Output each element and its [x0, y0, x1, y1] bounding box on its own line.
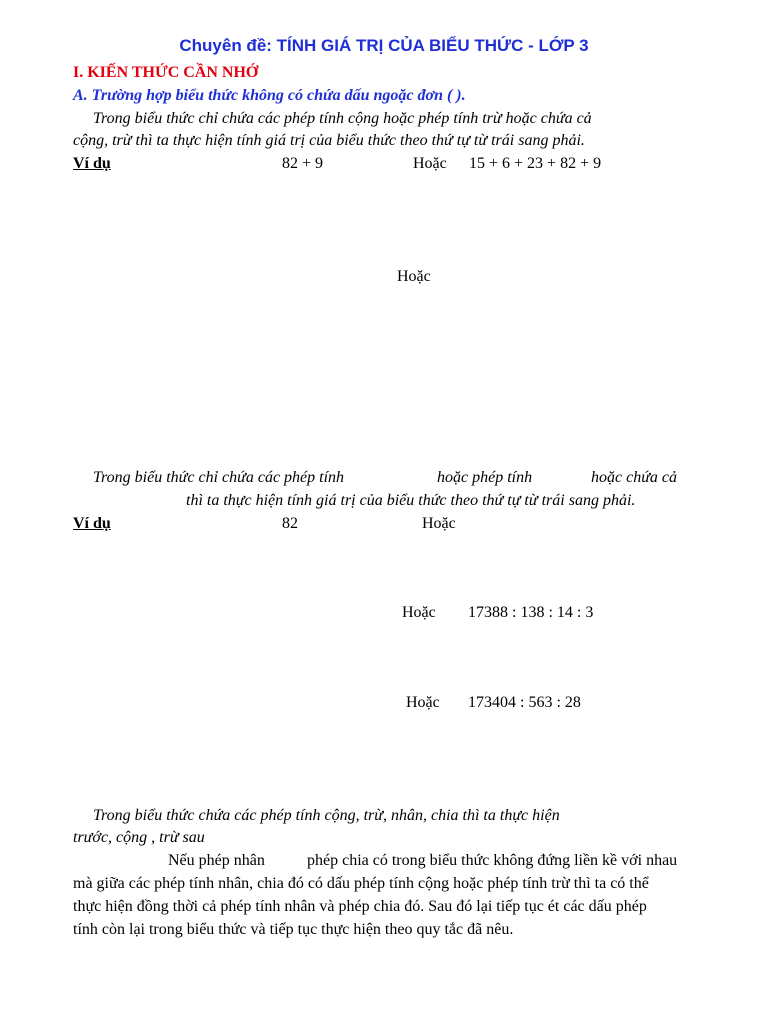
- example-expression: 173404 : 563 : 28: [468, 694, 581, 711]
- note-line4: tính còn lại trong biểu thức và tiếp tục thực hiện theo quy tắc đã nêu.: [73, 921, 514, 938]
- example-expression: 15 + 6 + 23 + 82 + 9: [469, 155, 602, 172]
- rule3-line2: trước, cộng , trừ sau: [73, 829, 205, 846]
- example-expression: 82 + 9: [282, 155, 324, 172]
- example-or: Hoặc: [422, 515, 456, 532]
- example-or: Hoặc: [402, 604, 436, 621]
- rule3-line1: Trong biểu thức chứa các phép tính cộng, trừ, nhân, chia thì ta thực hiện: [93, 807, 560, 824]
- note-line2: mà giữa các phép tính nhân, chia đó có dấu phép tính cộng hoặc phép tính trừ thì ta có thể: [73, 875, 649, 892]
- rule2-line2: thì ta thực hiện tính giá trị của biểu thức theo thứ tự từ trái sang phải.: [186, 492, 636, 509]
- example-or: Hoặc: [406, 694, 440, 711]
- subsection-heading-a: A. Trường hợp biểu thức không có chứa dấu ngoặc đơn ( ).: [73, 87, 466, 104]
- example-expression: 82: [282, 515, 298, 532]
- section-heading: I. KIẾN THỨC CẦN NHỚ: [73, 64, 259, 81]
- example-or: Hoặc: [413, 155, 447, 172]
- note-line1-start: Nếu phép nhân: [168, 852, 265, 869]
- rule1-line1: Trong biểu thức chỉ chứa các phép tính cộng hoặc phép tính trừ hoặc chứa cả: [93, 110, 592, 127]
- rule2-part3: hoặc chứa cả: [591, 469, 678, 486]
- document-title: Chuyên đề: TÍNH GIÁ TRỊ CỦA BIỂU THỨC - LỚP 3: [179, 36, 589, 55]
- note-line3: thực hiện đồng thời cả phép tính nhân và phép chia đó. Sau đó lại tiếp tục ét các dấu phép: [73, 898, 647, 915]
- rule2-part2: hoặc phép tính: [437, 469, 533, 486]
- rule1-line2: cộng, trừ thì ta thực hiện tính giá trị của biểu thức theo thứ tự từ trái sang phải.: [73, 132, 585, 149]
- example-label: Ví dụ: [73, 155, 111, 172]
- note-line1-end: phép chia có trong biểu thức không đứng liền kề với nhau: [307, 852, 678, 869]
- example-or: Hoặc: [397, 268, 431, 285]
- rule2-part1: Trong biểu thức chỉ chứa các phép tính: [93, 469, 345, 486]
- example-label: Ví dụ: [73, 515, 111, 532]
- example-expression: 17388 : 138 : 14 : 3: [468, 604, 594, 621]
